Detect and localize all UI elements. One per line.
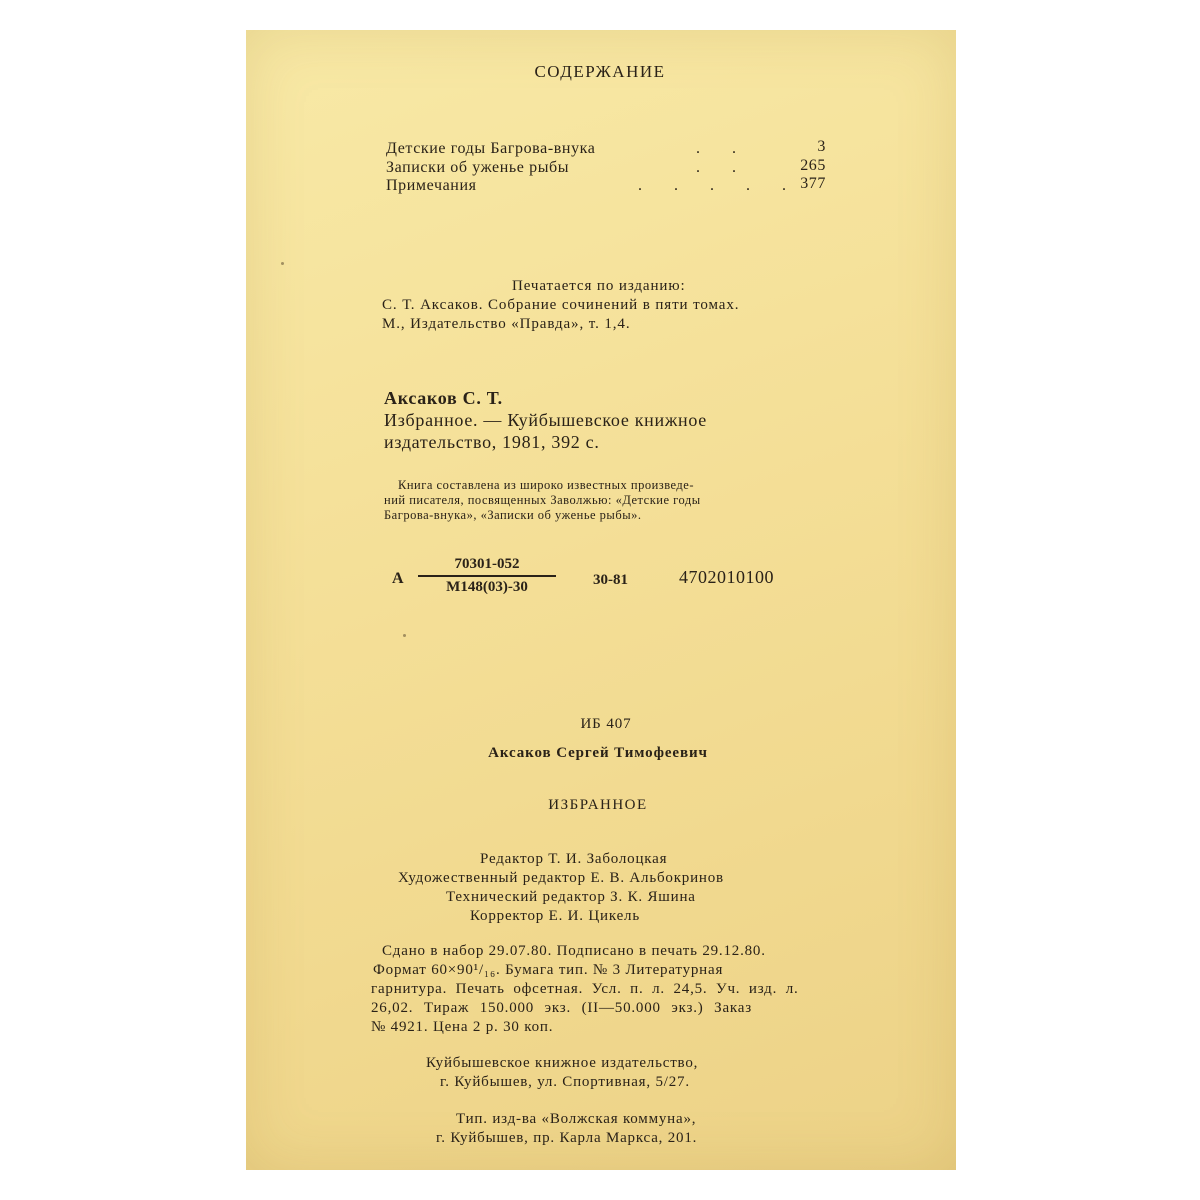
toc-item-page: 377: [800, 175, 826, 192]
toc-item-dots: . .: [696, 140, 750, 157]
catalog-title-line: Избранное. — Куйбышевское книжное: [384, 410, 707, 430]
tech-info-line: Формат 60×90¹/₁₆. Бумага тип. № 3 Литературная: [373, 962, 724, 978]
ib-number: ИБ 407: [580, 716, 632, 732]
toc-item: [386, 159, 826, 179]
author-full-name: Аксаков Сергей Тимофеевич: [488, 745, 708, 761]
catalog-title-line: издательство, 1981, 392 с.: [384, 432, 600, 452]
edition-note-line: Печатается по изданию:: [512, 278, 686, 294]
tech-info-line: гарнитура. Печать офсетная. Усл. п. л. 24,5. Уч. изд. л.: [371, 981, 799, 997]
toc-item-dots: . . . . .: [638, 177, 800, 194]
book-page: [246, 30, 956, 1170]
tech-info-line: 26,02. Тираж 150.000 экз. (II—50.000 экз.) Заказ: [371, 1000, 752, 1016]
catalog-author: Аксаков С. Т.: [384, 388, 503, 408]
credit-line: Художественный редактор Е. В. Альбокринов: [398, 870, 724, 886]
index-fraction: [418, 556, 556, 596]
toc-item: [386, 177, 826, 197]
toc-item-page: 3: [817, 138, 826, 155]
printer-line: Тип. изд-ва «Волжская коммуна»,: [456, 1111, 697, 1127]
publisher-line: г. Куйбышев, ул. Спортивная, 5/27.: [440, 1074, 690, 1090]
toc-item: [386, 140, 826, 160]
publisher-line: Куйбышевское книжное издательство,: [426, 1055, 699, 1071]
credit-line: Технический редактор З. К. Яшина: [446, 889, 696, 905]
book-title: ИЗБРАННОЕ: [548, 797, 648, 813]
edition-note-line: С. Т. Аксаков. Собрание сочинений в пяти томах.: [382, 297, 740, 313]
annotation-line: ний писателя, посвященных Заволжью: «Детские годы: [384, 493, 701, 507]
contents-title: СОДЕРЖАНИЕ: [534, 62, 666, 81]
index-numerator: 70301-052: [454, 556, 520, 572]
annotation-line: Багрова-внука», «Записки об уженье рыбы».: [384, 508, 642, 522]
paper-speck: [403, 634, 406, 637]
printer-line: г. Куйбышев, пр. Карла Маркса, 201.: [436, 1130, 698, 1146]
tech-info-line: Сдано в набор 29.07.80. Подписано в печать 29.12.80.: [382, 943, 766, 959]
credit-line: Корректор Е. И. Цикель: [470, 908, 640, 924]
annotation-line: Книга составлена из широко известных произведе-: [398, 478, 694, 492]
toc-item-title: Детские годы Багрова-внука: [386, 140, 596, 157]
toc-item-title: Записки об уженье рыбы: [386, 159, 570, 176]
tech-info-line: № 4921. Цена 2 р. 30 коп.: [371, 1019, 554, 1035]
index-denominator: М148(03)-30: [446, 578, 528, 595]
toc-item-dots: . .: [696, 159, 750, 176]
toc-item-page: 265: [800, 157, 826, 174]
credit-line: Редактор Т. И. Заболоцкая: [480, 851, 668, 867]
index-code: 30-81: [593, 572, 628, 588]
edition-note-line: М., Издательство «Правда», т. 1,4.: [382, 316, 631, 332]
index-code: 4702010100: [679, 567, 774, 587]
index-letter: А: [392, 570, 404, 587]
paper-speck: [281, 262, 284, 265]
toc-item-title: Примечания: [386, 177, 477, 194]
